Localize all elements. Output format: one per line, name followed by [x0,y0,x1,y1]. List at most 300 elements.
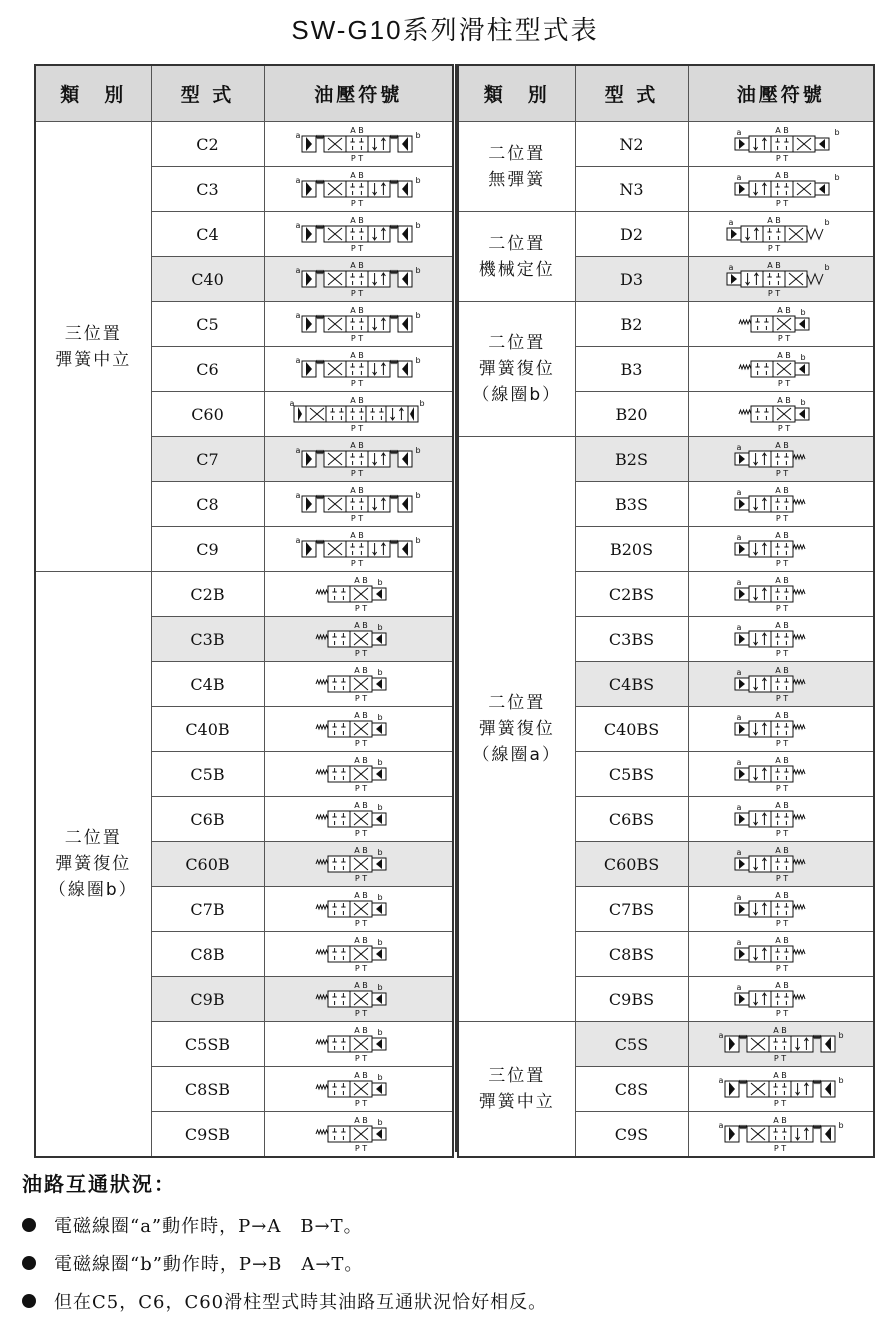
label-b: b [415,131,421,140]
label-pt: P T [351,199,364,208]
symbol-cell [688,122,874,167]
model-cell: D2 [575,212,688,257]
symbol-cell [264,482,453,527]
label-pt: P T [355,1099,368,1108]
note-item [22,1212,363,1238]
label-pt: P T [355,604,368,613]
symbol-cell [264,1112,453,1158]
label-ab: A B [774,756,789,765]
symbol-cell [688,797,874,842]
symbol-cell [688,617,874,662]
label-ab: A B [350,396,365,405]
symbol-cell [264,122,453,167]
label-ab: A B [350,126,365,135]
label-ab: A B [774,531,789,540]
note-text: 但在C5，C6，C60滑柱型式時其油路互通狀況恰好相反。 [54,1292,548,1313]
symbol-cell [264,437,453,482]
model-cell: C3 [151,167,264,212]
label-pt: P T [773,1144,786,1153]
label-pt: P T [775,199,788,208]
symbol-cell [264,797,453,842]
label-b: b [415,311,421,320]
label-pt: P T [775,469,788,478]
label-pt: P T [775,964,788,973]
label-pt: P T [777,424,790,433]
label-pt: P T [775,739,788,748]
label-b: b [377,758,383,767]
symbol-cell [264,1067,453,1112]
label-b: b [415,221,421,230]
symbol-cell [264,392,453,437]
hydraulic-symbol [288,799,428,839]
label-pt: P T [775,649,788,658]
model-cell: C4BS [575,662,688,707]
label-ab: A B [776,396,791,405]
hydraulic-symbol [288,214,428,254]
label-b: b [415,446,421,455]
label-pt: P T [773,1054,786,1063]
hydraulic-symbol [288,529,428,569]
model-cell: C5SB [151,1022,264,1067]
label-a: a [736,668,742,677]
label-pt: P T [767,244,780,253]
label-ab: A B [350,486,365,495]
label-a: a [295,311,301,320]
model-cell: C40B [151,707,264,752]
model-cell: C7 [151,437,264,482]
label-pt: P T [351,289,364,298]
label-ab: A B [774,171,789,180]
model-cell: B20S [575,527,688,572]
hydraulic-symbol [711,799,851,839]
label-ab: A B [354,846,369,855]
label-pt: P T [775,784,788,793]
model-cell: C3BS [575,617,688,662]
hydraulic-symbol [288,664,428,704]
label-pt: P T [355,784,368,793]
label-pt: P T [351,469,364,478]
label-ab: A B [350,216,365,225]
symbol-cell [688,257,874,302]
label-pt: P T [355,1009,368,1018]
label-b: b [800,398,806,407]
table-row [35,122,453,167]
label-b: b [377,1028,383,1037]
model-cell: N2 [575,122,688,167]
label-ab: A B [772,1116,787,1125]
label-b: b [415,266,421,275]
hydraulic-symbol [711,394,851,434]
label-a: a [295,221,301,230]
label-b: b [419,399,425,408]
model-cell: D3 [575,257,688,302]
label-ab: A B [766,261,781,270]
label-pt: P T [775,604,788,613]
symbol-cell [264,932,453,977]
model-cell: B3S [575,482,688,527]
table-row [458,212,874,257]
hydraulic-symbol [711,484,851,524]
model-cell: C5BS [575,752,688,797]
symbol-cell [688,347,874,392]
hydraulic-symbol [288,619,428,659]
hydraulic-symbol [288,844,428,884]
hydraulic-symbol [711,709,851,749]
label-a: a [736,983,742,992]
label-b: b [838,1031,844,1040]
label-ab: A B [354,1071,369,1080]
model-cell: C7BS [575,887,688,932]
symbol-cell [264,617,453,662]
hydraulic-symbol [288,979,428,1019]
label-b: b [824,263,830,272]
label-ab: A B [350,261,365,270]
bullet-icon [22,1218,36,1232]
left-spool-table [34,64,454,1158]
label-pt: P T [775,559,788,568]
label-a: a [736,758,742,767]
model-cell: B20 [575,392,688,437]
hydraulic-symbol [711,439,851,479]
label-ab: A B [774,936,789,945]
header-model: 型 式 [151,65,264,122]
label-b: b [834,128,840,137]
label-b: b [415,176,421,185]
symbol-cell [688,527,874,572]
model-cell: C40 [151,257,264,302]
label-ab: A B [350,441,365,450]
note-item [22,1288,547,1314]
label-ab: A B [774,711,789,720]
symbol-cell [264,347,453,392]
category-cell: 三位置 彈簧中立 [458,1022,575,1158]
label-pt: P T [351,379,364,388]
label-pt: P T [355,829,368,838]
hydraulic-symbol [288,1069,428,1109]
model-cell: C8S [575,1067,688,1112]
model-cell: C9B [151,977,264,1022]
label-ab: A B [350,171,365,180]
hydraulic-symbol [711,124,851,164]
symbol-cell [264,842,453,887]
bullet-icon [22,1294,36,1308]
model-cell: C40BS [575,707,688,752]
model-cell: C2B [151,572,264,617]
hydraulic-symbol [288,124,428,164]
hydraulic-symbol [711,259,851,299]
hydraulic-symbol [711,574,851,614]
label-a: a [736,443,742,452]
label-pt: P T [355,1054,368,1063]
model-cell: C4 [151,212,264,257]
label-ab: A B [774,486,789,495]
label-ab: A B [354,666,369,675]
hydraulic-symbol [711,304,851,344]
model-cell: B2 [575,302,688,347]
label-pt: P T [355,874,368,883]
label-ab: A B [774,621,789,630]
label-b: b [377,1073,383,1082]
hydraulic-symbol [711,934,851,974]
label-a: a [736,938,742,947]
label-pt: P T [775,514,788,523]
label-ab: A B [774,846,789,855]
model-cell: C60 [151,392,264,437]
label-pt: P T [355,649,368,658]
hydraulic-symbol [288,349,428,389]
label-a: a [295,491,301,500]
hydraulic-symbol [288,394,428,434]
symbol-cell [688,392,874,437]
symbol-cell [688,1112,874,1158]
model-cell: C60B [151,842,264,887]
label-b: b [800,308,806,317]
symbol-cell [264,887,453,932]
label-ab: A B [774,666,789,675]
model-cell: C8SB [151,1067,264,1112]
label-ab: A B [774,126,789,135]
hydraulic-symbol [288,259,428,299]
hydraulic-symbol [711,214,851,254]
label-b: b [415,491,421,500]
label-a: a [736,848,742,857]
hydraulic-symbol [288,709,428,749]
hydraulic-symbol [288,934,428,974]
label-ab: A B [354,981,369,990]
hydraulic-symbol [288,754,428,794]
symbol-cell [264,752,453,797]
model-cell: C6B [151,797,264,842]
label-ab: A B [776,306,791,315]
symbol-cell [264,977,453,1022]
hydraulic-symbol [288,484,428,524]
notes-title: 油路互通狀況： [22,1172,176,1196]
model-cell: B2S [575,437,688,482]
label-b: b [377,893,383,902]
label-a: a [718,1031,724,1040]
label-a: a [736,578,742,587]
symbol-cell [264,1022,453,1067]
label-ab: A B [354,621,369,630]
model-cell: C9 [151,527,264,572]
label-pt: P T [767,289,780,298]
hydraulic-symbol [711,169,851,209]
label-a: a [736,488,742,497]
hydraulic-symbol [711,619,851,659]
label-a: a [295,446,301,455]
label-a: a [295,356,301,365]
symbol-cell [264,257,453,302]
symbol-cell [264,302,453,347]
symbol-cell [688,572,874,617]
symbol-cell [688,707,874,752]
right-spool-table [457,64,875,1158]
label-a: a [736,173,742,182]
hydraulic-symbol [711,754,851,794]
hydraulic-symbol [288,439,428,479]
symbol-cell [688,977,874,1022]
hydraulic-symbol [288,574,428,614]
label-ab: A B [354,1116,369,1125]
symbol-cell [688,842,874,887]
model-cell: C60BS [575,842,688,887]
header-symbol: 油壓符號 [264,65,453,122]
label-a: a [736,893,742,902]
table-row [458,122,874,167]
label-ab: A B [354,1026,369,1035]
label-ab: A B [354,891,369,900]
label-pt: P T [351,154,364,163]
hydraulic-symbol [288,889,428,929]
label-pt: P T [775,1009,788,1018]
label-ab: A B [772,1026,787,1035]
label-pt: P T [351,559,364,568]
hydraulic-symbol [711,1024,851,1064]
label-a: a [728,263,734,272]
category-cell: 三位置 彈簧中立 [35,122,151,572]
label-a: a [736,533,742,542]
symbol-cell [688,482,874,527]
symbol-cell [688,437,874,482]
label-b: b [377,623,383,632]
model-cell: N3 [575,167,688,212]
page-title: SW-G10系列滑柱型式表 [291,15,599,45]
label-a: a [295,176,301,185]
note-text: 電磁線圈“b”動作時，P→B A→T。 [54,1254,364,1275]
model-cell: C8B [151,932,264,977]
hydraulic-symbol [288,304,428,344]
label-pt: P T [351,424,364,433]
symbol-cell [688,302,874,347]
label-b: b [377,938,383,947]
label-a: a [736,803,742,812]
label-pt: P T [775,154,788,163]
category-cell: 二位置 彈簧復位 （線圈b） [35,572,151,1158]
label-ab: A B [774,576,789,585]
note-text: 電磁線圈“a”動作時，P→A B→T。 [54,1216,363,1237]
hydraulic-symbol [711,1114,851,1154]
label-b: b [834,173,840,182]
label-a: a [295,536,301,545]
hydraulic-symbol [288,169,428,209]
label-pt: P T [775,919,788,928]
label-b: b [415,356,421,365]
model-cell: C6BS [575,797,688,842]
label-a: a [736,128,742,137]
label-b: b [377,983,383,992]
hydraulic-symbol [711,664,851,704]
hydraulic-symbol [711,529,851,569]
label-pt: P T [355,1144,368,1153]
symbol-cell [688,662,874,707]
label-ab: A B [774,981,789,990]
label-b: b [824,218,830,227]
table-row [458,302,874,347]
label-pt: P T [351,514,364,523]
header-category: 類 別 [458,65,575,122]
label-ab: A B [354,576,369,585]
note-item [22,1250,363,1276]
label-b: b [838,1121,844,1130]
symbol-cell [264,527,453,572]
label-pt: P T [355,739,368,748]
label-pt: P T [355,694,368,703]
label-ab: A B [350,306,365,315]
label-a: a [718,1076,724,1085]
header-symbol: 油壓符號 [688,65,874,122]
label-ab: A B [772,1071,787,1080]
label-pt: P T [351,334,364,343]
label-pt: P T [775,694,788,703]
label-ab: A B [774,441,789,450]
symbol-cell [264,662,453,707]
symbol-cell [688,932,874,977]
label-b: b [377,803,383,812]
label-a: a [736,623,742,632]
hydraulic-symbol [711,1069,851,1109]
model-cell: C5B [151,752,264,797]
model-cell: C2BS [575,572,688,617]
symbol-cell [688,1067,874,1112]
symbol-cell [688,212,874,257]
symbol-cell [688,752,874,797]
label-ab: A B [354,936,369,945]
symbol-cell [264,572,453,617]
hydraulic-symbol [711,889,851,929]
label-pt: P T [777,379,790,388]
label-ab: A B [774,891,789,900]
label-ab: A B [766,216,781,225]
label-b: b [800,353,806,362]
label-b: b [377,668,383,677]
table-row [458,1022,874,1067]
label-ab: A B [776,351,791,360]
label-b: b [415,536,421,545]
label-a: a [718,1121,724,1130]
label-ab: A B [350,351,365,360]
hydraulic-symbol [288,1114,428,1154]
model-cell: C9S [575,1112,688,1158]
symbol-cell [688,887,874,932]
label-b: b [377,713,383,722]
model-cell: C3B [151,617,264,662]
hydraulic-symbol [711,979,851,1019]
model-cell: C5S [575,1022,688,1067]
model-cell: C2 [151,122,264,167]
label-pt: P T [777,334,790,343]
symbol-cell [688,167,874,212]
symbol-cell [264,707,453,752]
symbol-cell [688,1022,874,1067]
label-pt: P T [775,874,788,883]
model-cell: C5 [151,302,264,347]
label-pt: P T [355,964,368,973]
label-pt: P T [355,919,368,928]
label-ab: A B [350,531,365,540]
label-b: b [377,578,383,587]
label-a: a [728,218,734,227]
model-cell: C9SB [151,1112,264,1158]
table-row [35,572,453,617]
model-cell: C7B [151,887,264,932]
label-pt: P T [351,244,364,253]
model-cell: B3 [575,347,688,392]
header-category: 類 別 [35,65,151,122]
label-ab: A B [774,801,789,810]
table-row [458,437,874,482]
model-cell: C4B [151,662,264,707]
symbol-cell [264,167,453,212]
